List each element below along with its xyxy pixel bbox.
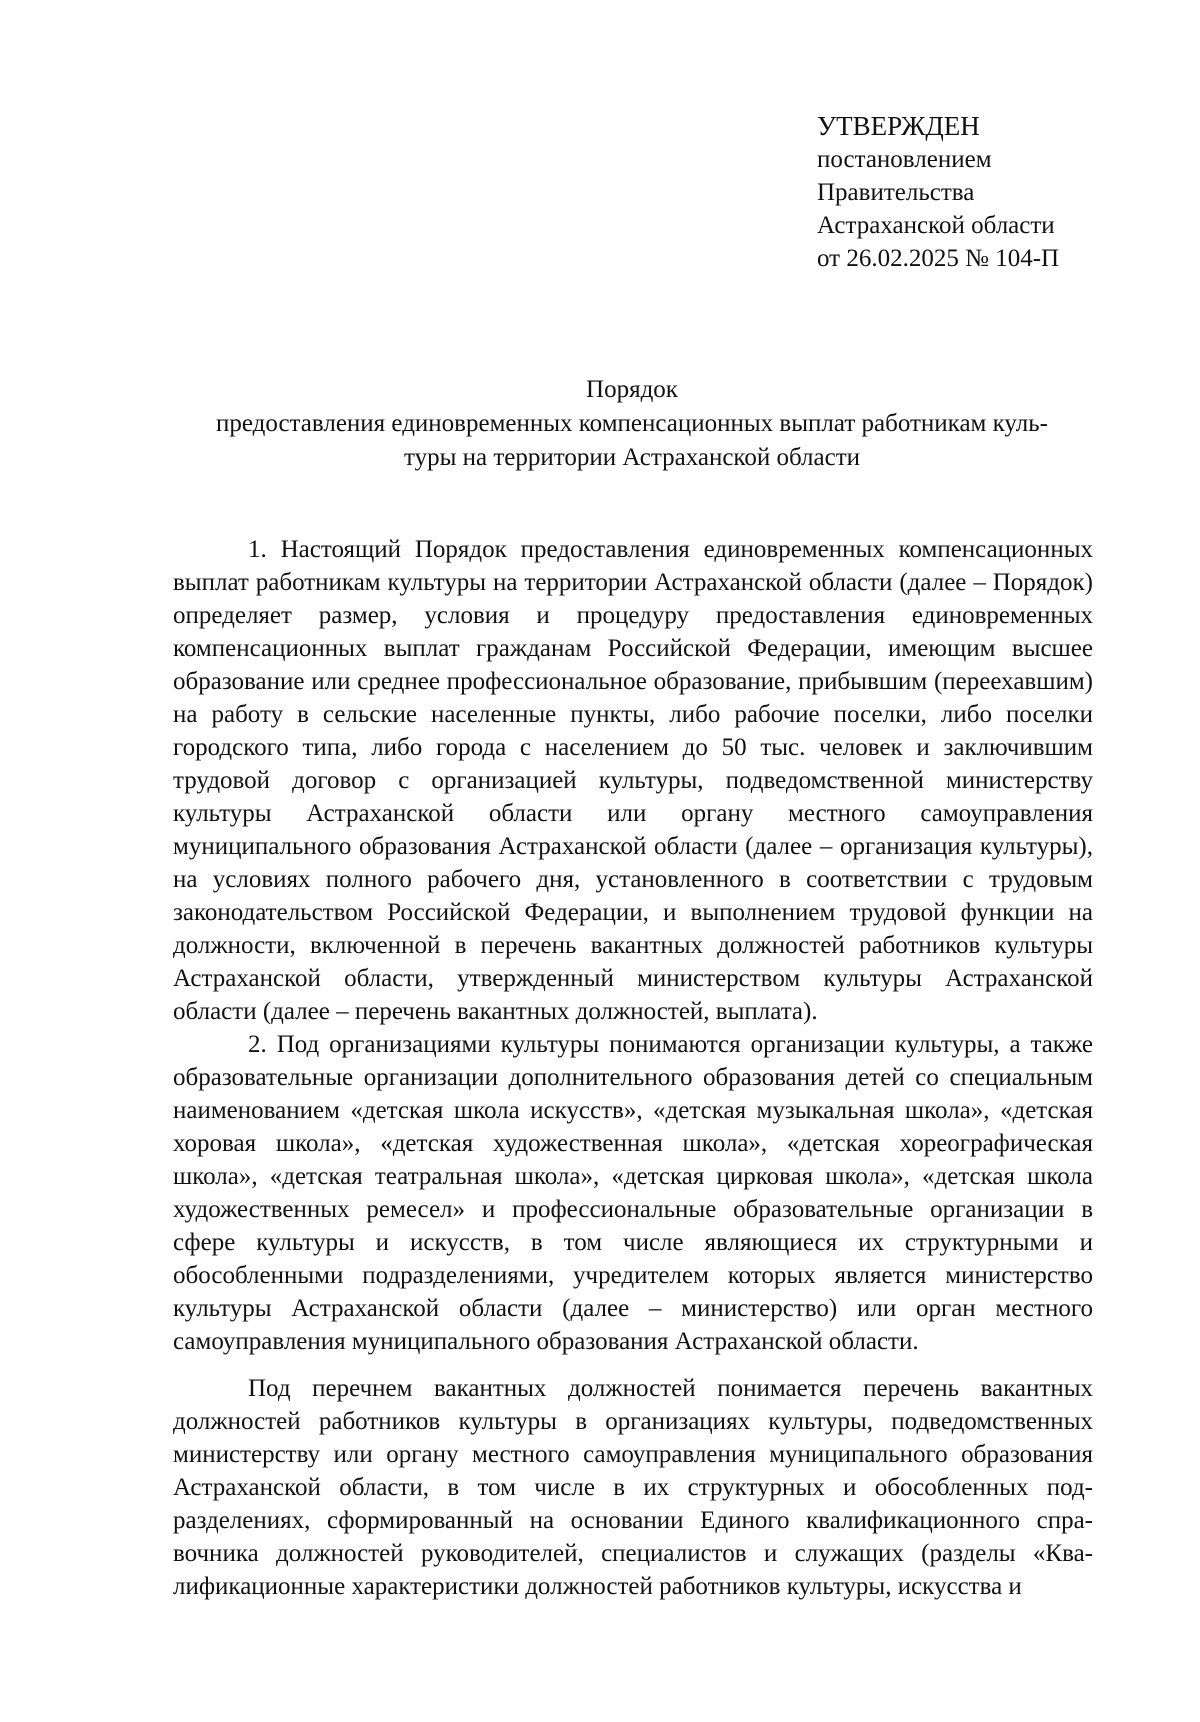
title-line-2: туры на территории Астраханской области (403, 444, 861, 471)
approval-line-date-number: от 26.02.2025 № 104-П (817, 245, 1060, 272)
paragraph-2: 2. Под организациями культуры понимаются организации культуры, а также образовательные организации дополнительного образования детей со специальным наименованием «детская школа искусств», «детская музыкальная школа», «детская хоровая школа», «детская художественная школа», «детская хореографическая школа», «детская театральная школа», «детская цирковая школа», «детская школа художественных ремесел» и профессиональные образовательные организации в сфере культуры и искусств, в том числе являющиеся их структурными и обособленными подразделениями, учредителем которых является министерство культуры Астраханской области (далее – министерство) или орган местного самоуправления муниципального образования Астраханской области. (173, 1031, 1093, 1355)
document-title (170, 373, 1094, 475)
approval-line-government: Правительства (817, 179, 975, 206)
paragraph-1: 1. Настоящий Порядок предоставления единовременных компенсационных выплат работникам культуры на территории Астраханской области (далее – Порядок) определяет размер, условия и процедуру предоставления единовременных компенсационных выплат гражданам Российской Федерации, имеющим высшее образование или среднее профессиональное образование, прибывшим (переехавшим) на работу в сельские населенные пункты, либо рабочие поселки, либо поселки городского типа, либо города с населением до 50 тыс. человек и заключившим трудовой договор с организацией культуры, подведомственной министерству культуры Астраханской области или органу местного самоуправления муниципального образования Астраханской области (далее – организация культуры), на условиях полного рабочего дня, установленного в соответствии с трудовым законодательством Российской Федерации, и выполнением трудовой функции на должности, включенной в перечень вакантных должностей работников культуры Астраханской области, утвержденный министерством культуры Астраханской области (далее – перечень вакантных должностей, выплата). (173, 536, 1093, 1025)
title-heading: Порядок (586, 376, 678, 403)
document-body (173, 533, 1093, 1603)
paragraph-3: Под перечнем вакантных должностей понимается перечень вакантных должностей работников культуры в организациях культуры, подведомственных министерству или органу местного самоуправления муниципального образования Астраханской области, в том числе в их структурных и обособленных подразделениях, сформированный на основании Единого квалификационного справочника должностей руководителей, специалистов и служащих (разделы «Квалификационные характеристики должностей работников культуры, искусства и (173, 1375, 1093, 1600)
approval-line-resolution: постановлением (817, 146, 992, 173)
title-line-1: предоставления единовременных компенсационных выплат работникам куль- (215, 410, 1049, 437)
approval-line-region: Астраханской области (817, 212, 1055, 239)
approval-heading: УТВЕРЖДЕН (817, 111, 980, 141)
approval-stamp (817, 110, 1059, 275)
